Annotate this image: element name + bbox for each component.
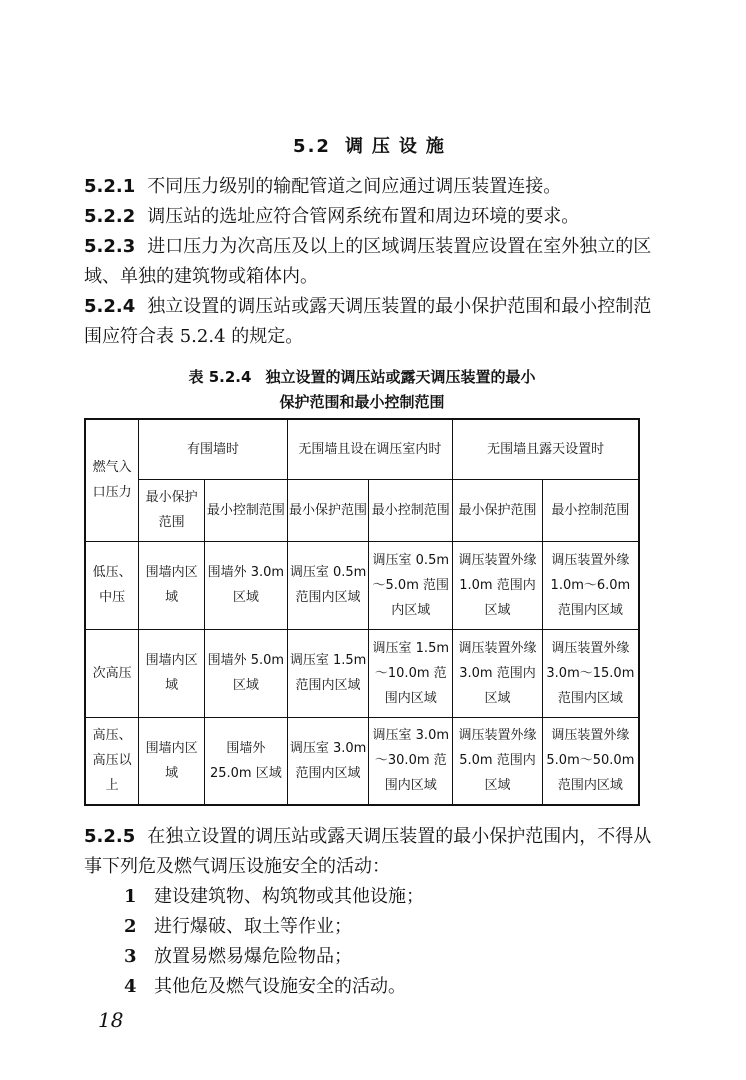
page-number: 18 <box>98 1008 124 1032</box>
table-cell: 调压室 3.0m 范围内区域 <box>287 717 369 805</box>
clause-text: 调压站的选址应符合管网系统布置和周边环境的要求。 <box>147 206 580 227</box>
pressure-cell: 次高压 <box>85 629 139 717</box>
list-item <box>124 942 644 972</box>
clause-text: 在独立设置的调压站或露天调压装置的最小保护范围内，不得从事下列危及燃气调压设施安全的活动： <box>84 826 652 877</box>
row-header-cell: 燃气入口压力 <box>85 419 139 541</box>
table-cell: 围墙外 5.0m 区域 <box>204 629 287 717</box>
clause-number: 5.2.2 <box>84 206 136 227</box>
clause-number: 5.2.3 <box>84 236 136 257</box>
table-number: 表 5.2.4 <box>188 368 252 386</box>
table-subheader-row <box>85 479 639 541</box>
table-cell: 围墙内区域 <box>139 629 205 717</box>
subheader-cell: 最小控制范围 <box>204 479 287 541</box>
table-cell: 调压室 0.5m～5.0m 范围内区域 <box>369 541 453 629</box>
section-heading: 调压设施 <box>344 136 453 157</box>
clause-5-2-4 <box>84 292 664 352</box>
table-cell: 围墙内区域 <box>139 541 205 629</box>
table-caption-text: 独立设置的调压站或露天调压装置的最小 <box>265 368 536 386</box>
table-row <box>85 717 639 805</box>
list-item <box>124 912 644 942</box>
clause-text: 不同压力级别的输配管道之间应通过调压装置连接。 <box>147 176 562 197</box>
table-cell: 围墙外 3.0m 区域 <box>204 541 287 629</box>
protection-range-table <box>84 418 640 806</box>
table-cell: 调压室 1.5m～10.0m 范围内区域 <box>369 629 453 717</box>
list-item-number: 3 <box>124 946 137 967</box>
table-cell: 调压装置外缘 5.0m 范围内区域 <box>453 717 543 805</box>
clause-number: 5.2.1 <box>84 176 136 197</box>
list-item <box>124 882 644 912</box>
table-cell: 调压室 1.5m 范围内区域 <box>287 629 369 717</box>
clause-5-2-2 <box>84 202 664 232</box>
pressure-cell: 高压、高压以上 <box>85 717 139 805</box>
pressure-cell: 低压、中压 <box>85 541 139 629</box>
list-item-text: 放置易燃易爆危险物品； <box>154 946 352 967</box>
table-cell: 围墙内区域 <box>139 717 205 805</box>
list-item-number: 2 <box>124 916 137 937</box>
list-item-text: 进行爆破、取土等作业； <box>154 916 352 937</box>
clause-text: 进口压力为次高压及以上的区域调压装置应设置在室外独立的区域、单独的建筑物或箱体内。 <box>84 236 652 287</box>
table-cell: 调压室 0.5m 范围内区域 <box>287 541 369 629</box>
table-cell: 调压装置外缘 5.0m～50.0m 范围内区域 <box>542 717 639 805</box>
list-item-number: 1 <box>124 886 137 907</box>
list-item-number: 4 <box>124 976 137 997</box>
table-cell: 调压装置外缘 3.0m 范围内区域 <box>453 629 543 717</box>
list-item-text: 其他危及燃气设施安全的活动。 <box>154 976 406 997</box>
subheader-cell: 最小控制范围 <box>542 479 639 541</box>
table-cell: 调压装置外缘 1.0m～6.0m 范围内区域 <box>542 541 639 629</box>
table-row <box>85 541 639 629</box>
section-title <box>0 132 746 158</box>
group-header-cell: 无围墙且设在调压室内时 <box>287 419 452 479</box>
subheader-cell: 最小保护范围 <box>453 479 543 541</box>
table-header-row <box>85 419 639 479</box>
clause-number: 5.2.4 <box>84 296 136 317</box>
table-cell: 调压室 3.0m～30.0m 范围内区域 <box>369 717 453 805</box>
clause-number: 5.2.5 <box>84 826 136 847</box>
table-cell: 调压装置外缘 3.0m～15.0m 范围内区域 <box>542 629 639 717</box>
table-row <box>85 629 639 717</box>
table-cell: 调压装置外缘 1.0m 范围内区域 <box>453 541 543 629</box>
clause-5-2-3 <box>84 232 664 292</box>
table-cell: 围墙外 25.0m 区域 <box>204 717 287 805</box>
clause-5-2-1 <box>84 172 664 202</box>
subheader-cell: 最小控制范围 <box>369 479 453 541</box>
section-number: 5.2 <box>293 136 331 157</box>
clause-5-2-5 <box>84 822 664 882</box>
list-item-text: 建设建筑物、构筑物或其他设施； <box>154 886 424 907</box>
list-item <box>124 972 644 1002</box>
group-header-cell: 无围墙且露天设置时 <box>453 419 639 479</box>
subheader-cell: 最小保护范围 <box>287 479 369 541</box>
table-caption-line1 <box>84 366 640 387</box>
subheader-cell: 最小保护范围 <box>139 479 205 541</box>
clause-text: 独立设置的调压站或露天调压装置的最小保护范围和最小控制范围应符合表 5.2.4 的规定。 <box>84 296 652 347</box>
table-caption-line2: 保护范围和最小控制范围 <box>279 393 445 411</box>
group-header-cell: 有围墙时 <box>139 419 287 479</box>
